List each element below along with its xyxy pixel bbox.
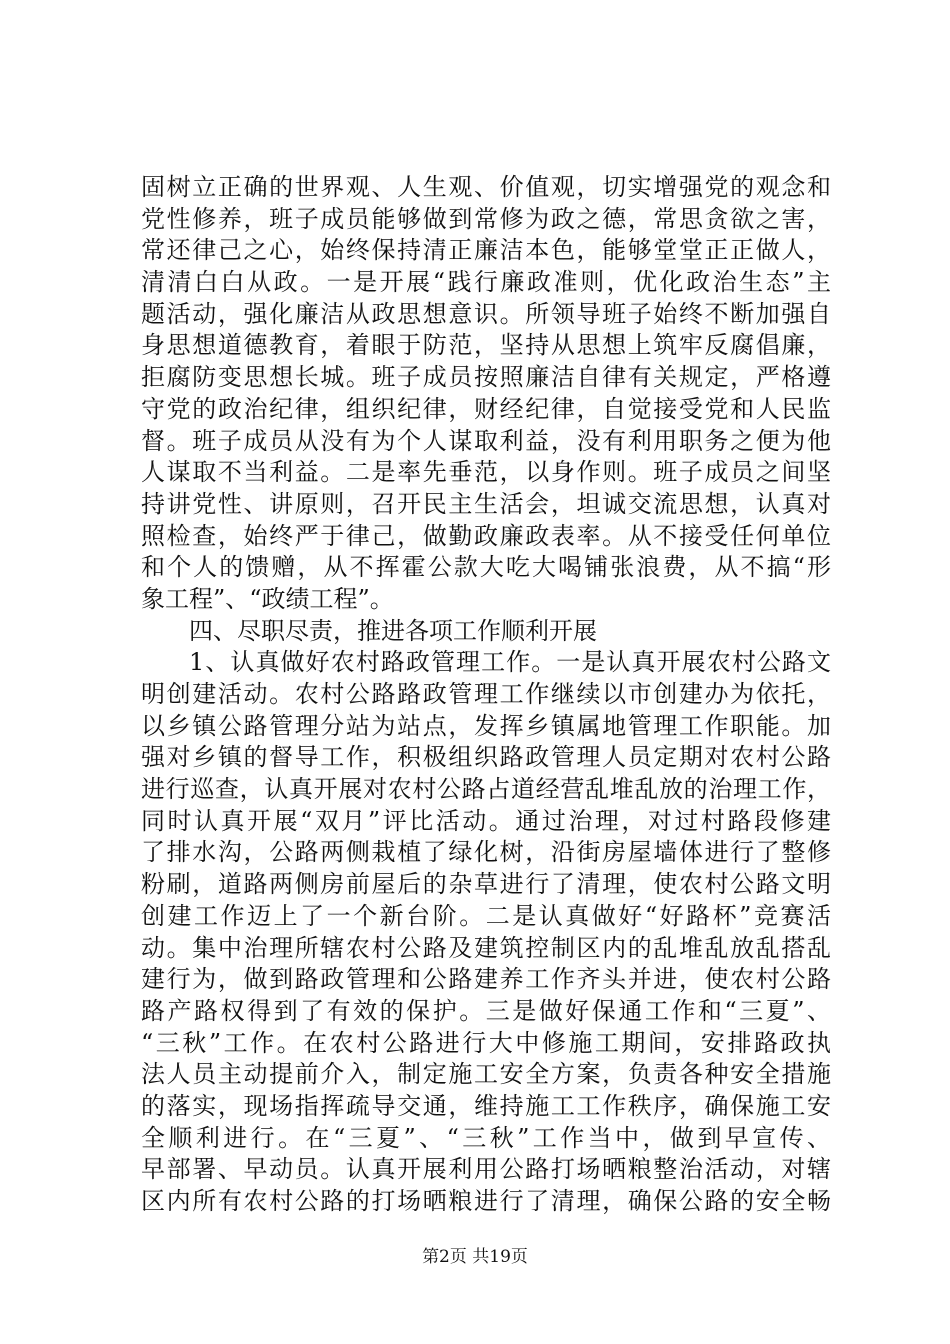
text-line: 拒腐防变思想长城。班子成员按照廉洁自律有关规定，严格遵 xyxy=(141,363,831,392)
text-line: 强对乡镇的督导工作，积极组织路政管理人员定期对农村公路 xyxy=(141,743,831,772)
text-line: 明创建活动。农村公路路政管理工作继续以市创建办为依托， xyxy=(141,680,831,708)
text-line: 同时认真开展“双月”评比活动。通过治理，对过村路段修建 xyxy=(141,806,831,835)
text-line: 动。集中治理所辖农村公路及建筑控制区内的乱堆乱放乱搭乱 xyxy=(141,933,831,962)
text-line: 粉刷，道路两侧房前屋后的杂草进行了清理，使农村公路文明 xyxy=(141,870,831,899)
text-line: 照检查，始终严于律己，做勤政廉政表率。从不接受任何单位 xyxy=(141,521,831,550)
text-line: 人谋取不当利益。二是率先垂范，以身作则。班子成员之间坚 xyxy=(141,458,831,487)
text-line: 进行巡查，认真开展对农村公路占道经营乱堆乱放的治理工作， xyxy=(141,775,831,804)
text-line: 常还律己之心，始终保持清正廉洁本色，能够堂堂正正做人， xyxy=(141,236,831,265)
text-line: 路产路权得到了有效的保护。三是做好保通工作和“三夏”、 xyxy=(141,996,831,1025)
text-line: 全顺利进行。在“三夏”、“三秋”工作当中，做到早宣传、 xyxy=(141,1123,831,1152)
text-line: 党性修养，班子成员能够做到常修为政之德，常思贪欲之害， xyxy=(141,204,831,233)
text-line: 督。班子成员从没有为个人谋取利益，没有利用职务之便为他 xyxy=(141,426,831,455)
text-line: 早部署、早动员。认真开展利用公路打场晒粮整治活动，对辖 xyxy=(141,1155,831,1184)
text-line: 和个人的馈赠，从不挥霍公款大吃大喝铺张浪费，从不搞“形 xyxy=(141,553,831,582)
section-heading: 四、尽职尽责，推进各项工作顺利开展 xyxy=(189,616,597,645)
document-body xyxy=(141,172,831,1218)
paragraph-2 xyxy=(141,647,831,1217)
text-line: 法人员主动提前介入，制定施工安全方案，负责各种安全措施 xyxy=(141,1060,831,1089)
text-line: 以乡镇公路管理分站为站点，发挥乡镇属地管理工作职能。加 xyxy=(141,711,831,740)
text-line: 守党的政治纪律，组织纪律，财经纪律，自觉接受党和人民监 xyxy=(141,394,831,423)
page-number-footer: 第2页 共19页 xyxy=(422,1247,528,1267)
text-line: 持讲党性、讲原则，召开民主生活会，坦诚交流思想，认真对 xyxy=(141,489,831,518)
paragraph-1 xyxy=(141,172,831,616)
text-line: 题活动，强化廉洁从政思想意识。所领导班子始终不断加强自 xyxy=(141,299,831,328)
text-line: “三秋”工作。在农村公路进行大中修施工期间，安排路政执 xyxy=(141,1028,831,1057)
text-line: 固树立正确的世界观、人生观、价值观，切实增强党的观念和 xyxy=(141,173,831,201)
text-line: 建行为，做到路政管理和公路建养工作齐头并进，使农村公路 xyxy=(141,965,831,994)
text-line: 区内所有农村公路的打场晒粮进行了清理，确保公路的安全畅 xyxy=(141,1187,831,1215)
text-line: 创建工作迈上了一个新台阶。二是认真做好“好路杯”竞赛活 xyxy=(141,901,831,930)
text-line: 身思想道德教育，着眼于防范，坚持从思想上筑牢反腐倡廉， xyxy=(141,331,831,360)
text-line: 清清白白从政。一是开展“践行廉政准则，优化政治生态”主 xyxy=(141,268,831,297)
text-line: 了排水沟，公路两侧栽植了绿化树，沿街房屋墙体进行了整修 xyxy=(141,838,831,867)
text-line: 的落实，现场指挥疏导交通，维持施工工作秩序，确保施工安 xyxy=(141,1091,831,1120)
text-line: 1、认真做好农村路政管理工作。一是认真开展农村公路文 xyxy=(189,648,831,677)
text-line: 象工程”、“政绩工程”。 xyxy=(141,584,394,613)
